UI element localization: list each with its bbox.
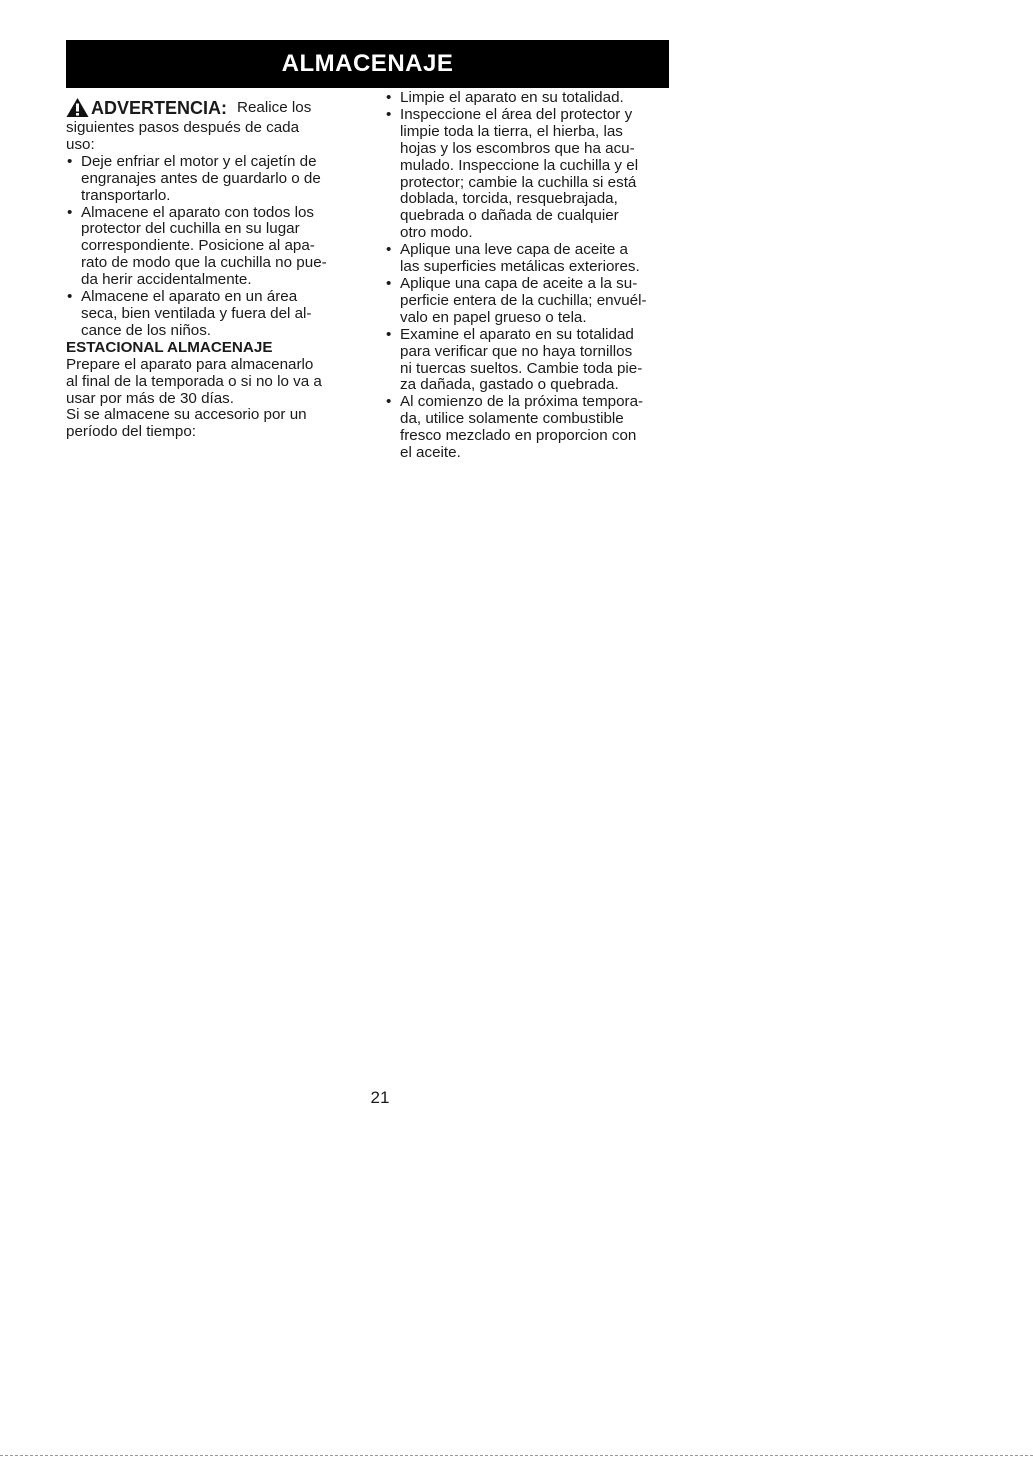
list-item-line: ni tuercas sueltos. Cambie toda pie- [400, 359, 643, 377]
list-item-line: • Deje enfriar el motor y el cajetín de [81, 152, 317, 170]
list-item-line: za dañada, gastado o quebrada. [400, 376, 619, 394]
right-column [385, 90, 675, 462]
list-item-line: engranajes antes de guardarlo o de [81, 169, 321, 187]
list-item-line: • Inspeccione el área del protector y [400, 105, 633, 123]
list-item-line: limpie toda la tierra, el hierba, las [400, 122, 623, 140]
list-item-line: las superficies metálicas exteriores. [400, 258, 640, 276]
list-item-line: transportarlo. [81, 186, 171, 204]
list-item-line: fresco mezclado en proporcion con [400, 427, 637, 445]
seasonal-heading: ESTACIONAL ALMACENAJE [66, 338, 273, 356]
list-item [385, 276, 675, 327]
warning-triangle-icon [66, 97, 89, 118]
list-item-line: valo en papel grueso o tela. [400, 308, 587, 326]
warning-text-line: siguientes pasos después de cada [66, 119, 300, 136]
list-item-line: seca, bien ventilada y fuera del al- [81, 304, 312, 322]
seasonal-paragraph-line: al final de la temporada o si no lo va a [66, 372, 322, 390]
seasonal-paragraph-line: período del tiempo: [66, 423, 197, 441]
left-column [66, 90, 366, 441]
list-item [385, 327, 675, 395]
page-edge-rule [0, 1455, 1033, 1456]
list-item-line: • Examine el aparato en su totalidad [400, 325, 634, 343]
list-item-line: • Almacene el aparato en un área [81, 288, 298, 306]
list-item [66, 205, 366, 290]
list-item-line: protector del cuchilla en su lugar [81, 220, 300, 238]
seasonal-paragraph-line: Si se almacene su accesorio por un [66, 406, 307, 424]
warning-text-line: uso: [66, 135, 95, 153]
section-header-bar [66, 40, 669, 88]
list-item-line: el aceite. [400, 444, 461, 462]
warning-text-first: Realice los [237, 99, 312, 116]
list-item-line: perficie entera de la cuchilla; envuél- [400, 291, 647, 309]
list-item [385, 90, 675, 107]
list-item-line: protector; cambie la cuchilla si está [400, 173, 637, 191]
warning-heading [66, 90, 366, 120]
list-item-line: da, utilice solamente combustible [400, 410, 624, 428]
list-item-line: para verificar que no haya tornillos [400, 342, 633, 360]
list-item-line: hojas y los escombros que ha acu- [400, 139, 635, 157]
list-item-line: • Limpie el aparato en su totalidad. [400, 89, 624, 106]
list-item-line: doblada, torcida, resquebrajada, [400, 190, 618, 208]
list-item-line: quebrada o dañada de cualquier [400, 207, 619, 225]
seasonal-paragraph-line: usar por más de 30 días. [66, 389, 234, 407]
list-item [385, 394, 675, 462]
section-title: ALMACENAJE [281, 50, 454, 77]
list-item [385, 242, 675, 276]
list-item-line: • Aplique una leve capa de aceite a [400, 241, 628, 259]
warning-label: ADVERTENCIA: [91, 98, 228, 118]
list-item-line: • Aplique una capa de aceite a la su- [400, 274, 638, 292]
list-item-line: da herir accidentalmente. [81, 271, 252, 289]
list-item-line: correspondiente. Posicione al apa- [81, 237, 315, 255]
list-item [385, 107, 675, 242]
list-item-line: • Al comienzo de la próxima tempora- [400, 393, 644, 411]
list-item [66, 289, 366, 340]
list-item [66, 154, 366, 205]
list-item-line: rato de modo que la cuchilla no pue- [81, 254, 327, 272]
list-item-line: otro modo. [400, 224, 473, 242]
list-item-line: cance de los niños. [81, 321, 212, 339]
list-item-line: mulado. Inspeccione la cuchilla y el [400, 156, 639, 174]
seasonal-paragraph-line: Prepare el aparato para almacenarlo [66, 355, 314, 373]
page-number: 21 [370, 1088, 390, 1107]
list-item-line: • Almacene el aparato con todos los [81, 203, 315, 221]
